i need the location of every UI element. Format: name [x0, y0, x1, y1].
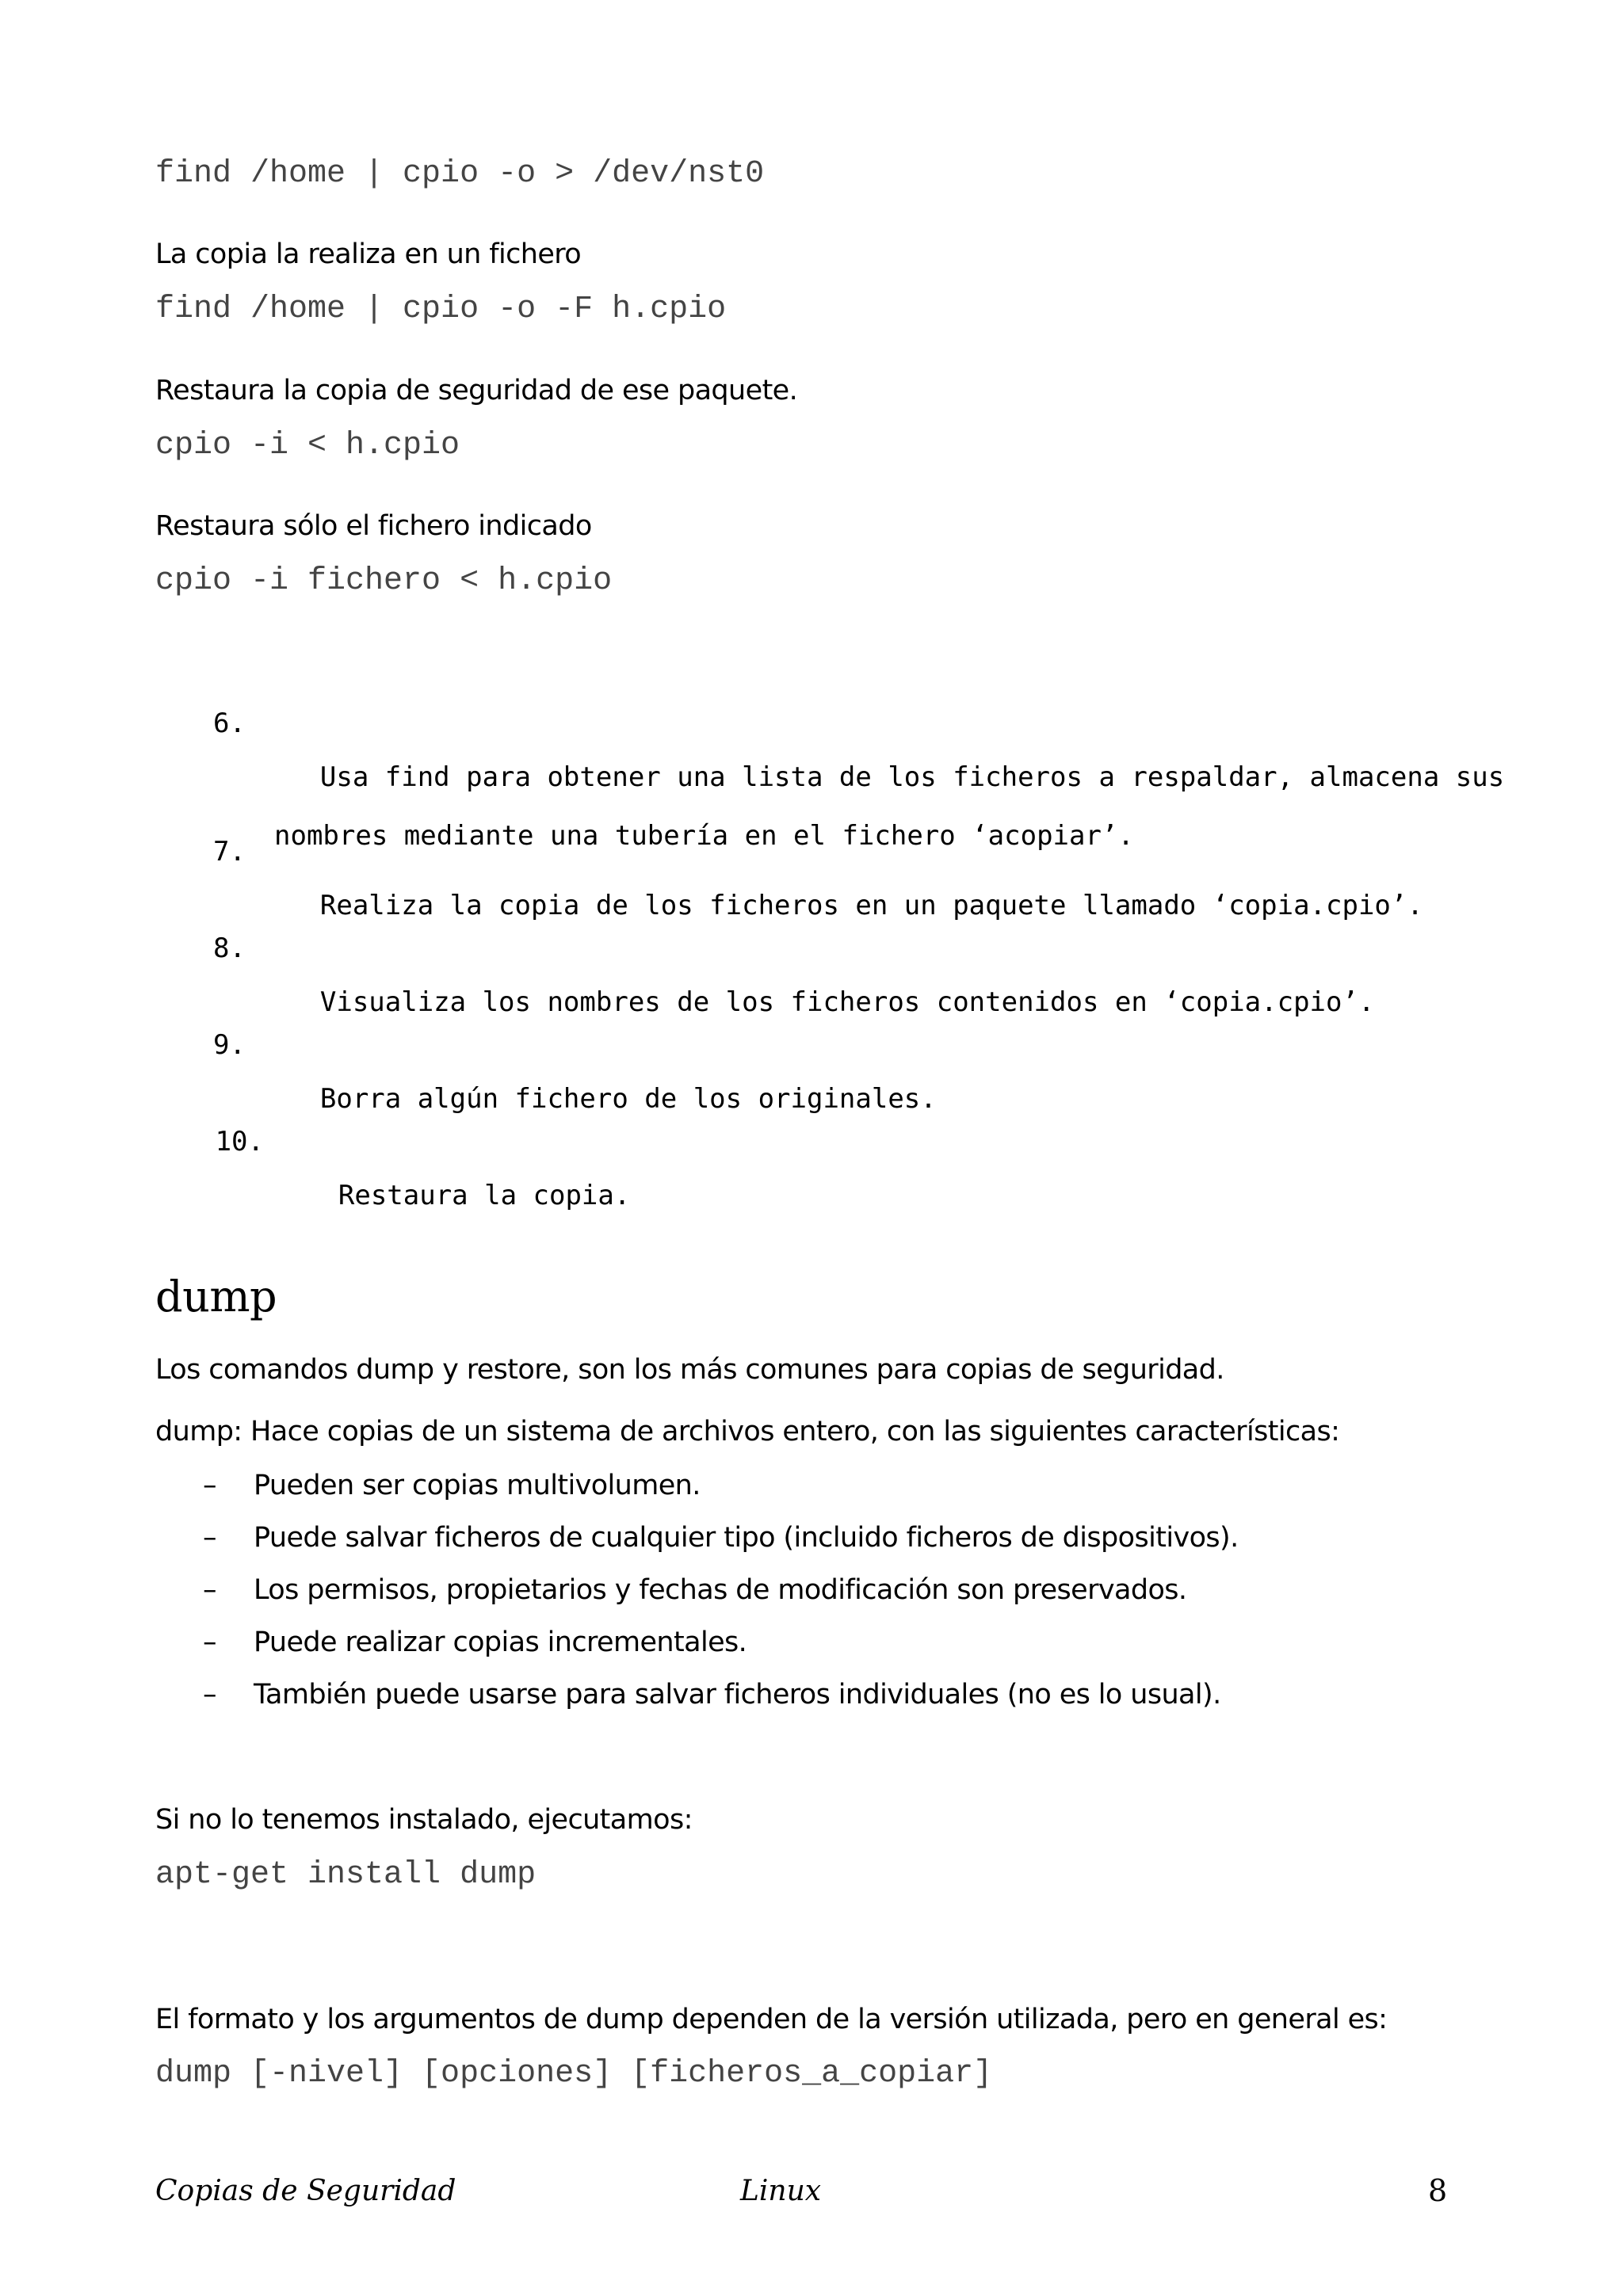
task-number: 9. [213, 1029, 246, 1061]
code-line: find /home | cpio -o > /dev/nst0 [155, 156, 765, 192]
body-text: Restaura sólo el fichero indicado [155, 510, 592, 542]
task-text: Borra algún fichero de los originales. [319, 1083, 937, 1115]
task-number: 6. [213, 707, 246, 739]
body-text: La copia la realiza en un fichero [155, 238, 582, 270]
task-text-continued: nombres mediante una tubería en el fichero ‘acopiar’. [274, 820, 1134, 852]
bullet-text: También puede usarse para salvar ficheros individuales (no es lo usual). [254, 1679, 1221, 1711]
code-line: dump [-nivel] [opciones] [ficheros_a_copiar] [155, 2056, 993, 2092]
bullet-dash: – [203, 1522, 216, 1554]
body-text: Si no lo tenemos instalado, ejecutamos: [155, 1804, 693, 1836]
section-heading: dump [155, 1272, 277, 1322]
body-text: Restaura la copia de seguridad de ese paquete. [155, 375, 798, 406]
bullet-dash: – [203, 1627, 216, 1658]
task-text: Realiza la copia de los ficheros en un paquete llamado ‘copia.cpio’. [319, 890, 1423, 921]
footer-center: Linux [740, 2175, 822, 2207]
bullet-text: Los permisos, propietarios y fechas de modificación son preservados. [254, 1574, 1187, 1606]
footer-left: Copias de Seguridad [155, 2175, 456, 2207]
code-line: apt-get install dump [155, 1857, 537, 1893]
bullet-dash: – [203, 1574, 216, 1606]
page-number: 8 [1428, 2173, 1448, 2208]
task-item [213, 933, 1375, 1043]
task-number: 10. [215, 1126, 264, 1158]
code-line: cpio -i < h.cpio [155, 428, 460, 463]
task-number: 7. [213, 836, 246, 868]
task-text: Visualiza los nombres de los ficheros contenidos en ‘copia.cpio’. [319, 986, 1375, 1018]
bullet-text: Pueden ser copias multivolumen. [254, 1470, 701, 1501]
task-number: 8. [213, 933, 246, 964]
bullet-text: Puede realizar copias incrementales. [254, 1627, 747, 1658]
body-text: El formato y los argumentos de dump dependen de la versión utilizada, pero en general es: [155, 2004, 1388, 2035]
task-item [215, 1126, 631, 1236]
task-text: Usa find para obtener una lista de los ficheros a respaldar, almacena sus [319, 761, 1505, 793]
bullet-dash: – [203, 1679, 216, 1711]
code-line: find /home | cpio -o -F h.cpio [155, 292, 727, 327]
task-text: Restaura la copia. [338, 1180, 631, 1211]
body-text: dump: Hace copias de un sistema de archivos entero, con las siguientes características: [155, 1416, 1340, 1447]
body-text: Los comandos dump y restore, son los más comunes para copias de seguridad. [155, 1354, 1224, 1386]
bullet-dash: – [203, 1470, 216, 1501]
code-line: cpio -i fichero < h.cpio [155, 563, 613, 599]
task-item [213, 1029, 937, 1139]
bullet-text: Puede salvar ficheros de cualquier tipo (incluido ficheros de dispositivos). [254, 1522, 1239, 1554]
